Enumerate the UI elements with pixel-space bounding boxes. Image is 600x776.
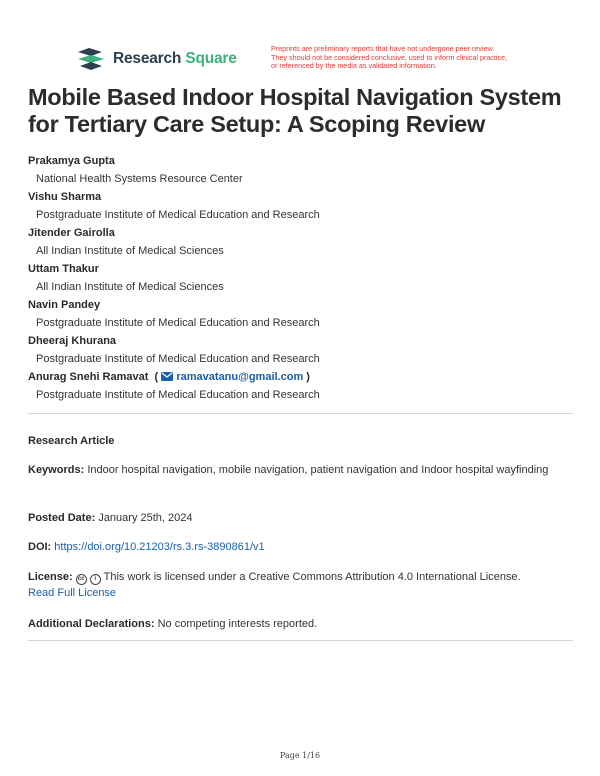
envelope-icon	[161, 372, 173, 381]
license-text: This work is licensed under a Creative Commons Attribution 4.0 International License.	[103, 571, 521, 583]
paper-title: Mobile Based Indoor Hospital Navigation System for Tertiary Care Setup: A Scoping Review	[28, 84, 562, 137]
posted-date-label: Posted Date:	[28, 512, 96, 524]
divider	[28, 413, 573, 414]
author-affiliation: All Indian Institute of Medical Sciences	[36, 281, 224, 293]
author-affiliation: Postgraduate Institute of Medical Education and Research	[36, 389, 320, 401]
email-close-paren: )	[306, 371, 310, 383]
license-label: License:	[28, 571, 73, 583]
author-affiliation: Postgraduate Institute of Medical Education and Research	[36, 209, 320, 221]
doi-label: DOI:	[28, 541, 52, 553]
author-affiliation: Postgraduate Institute of Medical Education and Research	[36, 317, 320, 329]
corresponding-author	[28, 370, 578, 388]
author-name: Uttam Thakur	[28, 263, 99, 275]
email-open-paren: (	[151, 371, 159, 383]
attribution-icon: i	[90, 574, 101, 585]
creative-commons-icon: cc	[76, 574, 87, 585]
author-affiliation: National Health Systems Resource Center	[36, 173, 243, 185]
author-affiliation: All Indian Institute of Medical Sciences	[36, 245, 224, 257]
keywords-label: Keywords:	[28, 464, 85, 476]
author-email-link[interactable]	[161, 371, 306, 383]
author-name: Dheeraj Khurana	[28, 335, 117, 347]
posted-date-value: January 25th, 2024	[98, 512, 193, 524]
keywords	[28, 462, 573, 478]
author-name: Anurag Snehi Ramavat	[28, 371, 149, 383]
article-type: Research Article	[28, 435, 115, 447]
page-number: Page 1/16	[279, 751, 321, 760]
license	[28, 569, 573, 601]
doi	[28, 539, 573, 555]
author-email: ramavatanu@gmail.com	[176, 371, 304, 383]
additional-declarations	[28, 616, 573, 632]
keywords-value: Indoor hospital navigation, mobile navigation, patient navigation and Indoor hospital wayfinding	[87, 464, 549, 476]
declarations-value: No competing interests reported.	[157, 618, 318, 630]
author-name: Navin Pandey	[28, 299, 101, 311]
author-list	[28, 154, 578, 406]
author-affiliation: Postgraduate Institute of Medical Education and Research	[36, 353, 320, 365]
author-name: Prakamya Gupta	[28, 155, 115, 167]
doi-link[interactable]: https://doi.org/10.21203/rs.3.rs-3890861/v1	[54, 541, 265, 553]
posted-date	[28, 510, 573, 526]
read-full-license-link[interactable]: Read Full License	[28, 587, 117, 599]
research-square-logo-icon	[76, 47, 106, 71]
brand-name: Research Square	[113, 50, 237, 67]
research-square-logo[interactable]	[76, 47, 237, 71]
author-name: Vishu Sharma	[28, 191, 102, 203]
declarations-label: Additional Declarations:	[28, 618, 155, 630]
author-name: Jitender Gairolla	[28, 227, 115, 239]
preprint-disclaimer: Preprints are preliminary reports that have not undergone peer review. They should not be considered conclusive, used to inform clinical practice, or referenced by the media as validated information.	[271, 44, 508, 71]
divider	[28, 640, 573, 641]
